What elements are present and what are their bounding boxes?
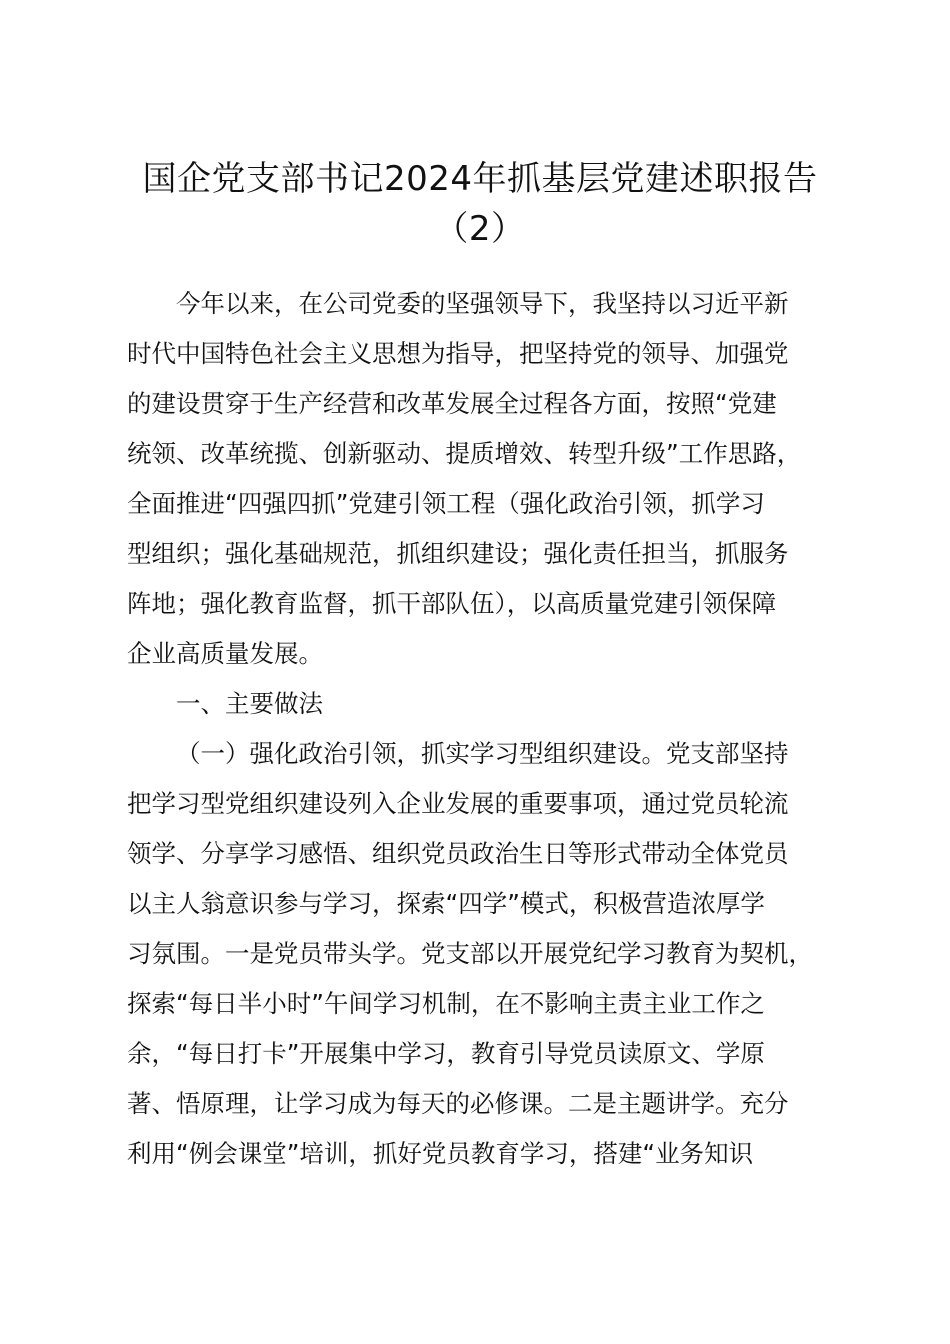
body-line: 型组织；强化基础规范，抓组织建设；强化责任担当，抓服务 bbox=[127, 539, 789, 568]
body-line: 的建设贯穿于生产经营和改革发展全过程各方面，按照“党建 bbox=[127, 389, 777, 418]
body-line: 统领、改革统揽、创新驱动、提质增效、转型升级”工作思路， bbox=[127, 439, 802, 468]
body-line: 全面推进“四强四抓”党建引领工程（强化政治引领，抓学习 bbox=[127, 489, 765, 518]
document-title-number: （2） bbox=[434, 209, 526, 249]
body-line: 习氛围。一是党员带头学。党支部以开展党纪学习教育为契机， bbox=[127, 939, 813, 968]
subsection-heading: （一）强化政治引领，抓实学习型组织建设。党支部坚持 bbox=[176, 739, 789, 768]
body-line: 企业高质量发展。 bbox=[127, 639, 323, 668]
body-line: 余，“每日打卡”开展集中学习，教育引导党员读原文、学原 bbox=[127, 1039, 765, 1068]
body-line: 领学、分享学习感悟、组织党员政治生日等形式带动全体党员 bbox=[127, 839, 789, 868]
body-line: 以主人翁意识参与学习，探索“四学”模式，积极营造浓厚学 bbox=[127, 889, 765, 918]
body-line: 把学习型党组织建设列入企业发展的重要事项，通过党员轮流 bbox=[127, 789, 789, 818]
body-line: 阵地；强化教育监督，抓干部队伍），以高质量党建引领保障 bbox=[127, 589, 777, 618]
body-line: 利用“例会课堂”培训，抓好党员教育学习，搭建“业务知识 bbox=[127, 1139, 754, 1168]
body-line: 著、悟原理，让学习成为每天的必修课。二是主题讲学。充分 bbox=[127, 1089, 789, 1118]
body-line: 今年以来，在公司党委的坚强领导下，我坚持以习近平新 bbox=[176, 289, 789, 318]
section-heading: 一、主要做法 bbox=[176, 689, 323, 718]
body-line: 时代中国特色社会主义思想为指导，把坚持党的领导、加强党 bbox=[127, 339, 789, 368]
document-title: 国企党支部书记2024年抓基层党建述职报告 bbox=[142, 159, 818, 199]
body-line: 探索“每日半小时”午间学习机制，在不影响主责主业工作之 bbox=[127, 989, 765, 1018]
